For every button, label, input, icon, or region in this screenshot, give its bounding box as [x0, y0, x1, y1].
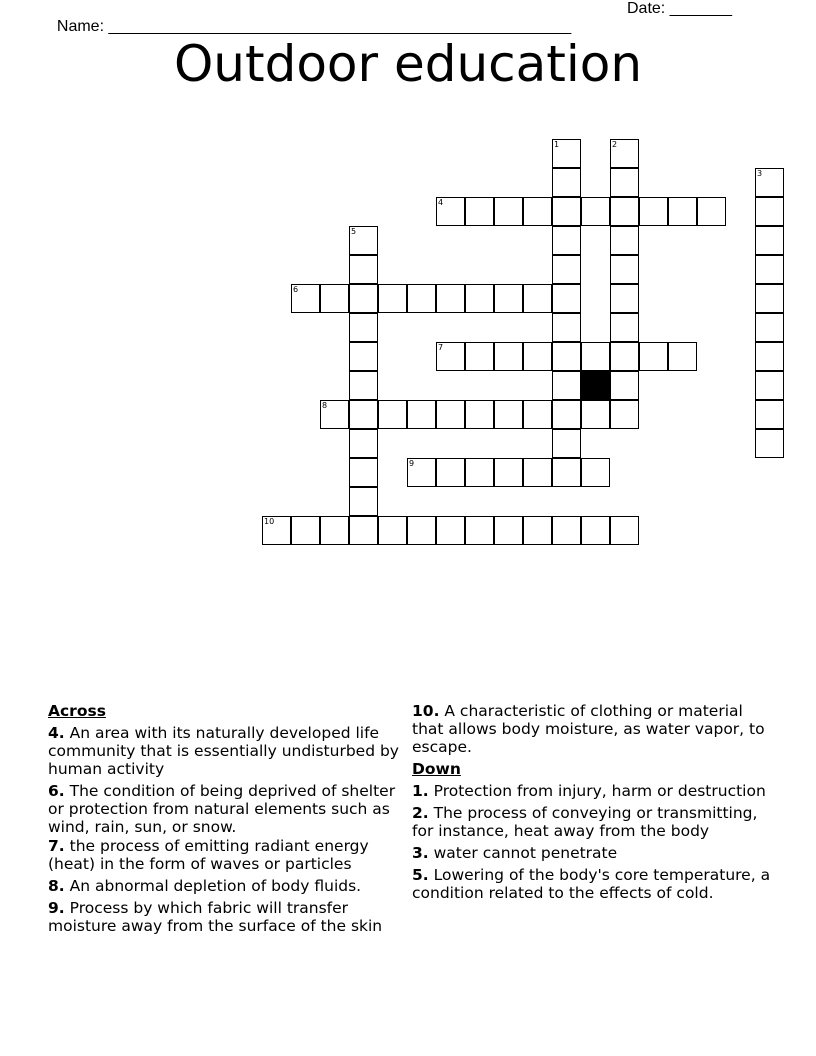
grid-cell[interactable]: [320, 516, 349, 545]
grid-cell[interactable]: [552, 226, 581, 255]
clue-number: 6.: [48, 782, 65, 800]
grid-cell[interactable]: [349, 313, 378, 342]
grid-cell[interactable]: [523, 516, 552, 545]
grid-cell[interactable]: [349, 458, 378, 487]
grid-cell[interactable]: [668, 197, 697, 226]
clue-number: 4.: [48, 724, 65, 742]
grid-cell[interactable]: [349, 255, 378, 284]
grid-cell[interactable]: [639, 342, 668, 371]
grid-cell[interactable]: [523, 458, 552, 487]
grid-cell[interactable]: [581, 342, 610, 371]
grid-cell[interactable]: [320, 284, 349, 313]
grid-cell[interactable]: [552, 255, 581, 284]
clue-number: 1.: [412, 782, 429, 800]
grid-cell[interactable]: [291, 516, 320, 545]
cell-number: 9: [409, 459, 415, 468]
grid-cell[interactable]: [755, 371, 784, 400]
grid-cell[interactable]: [436, 458, 465, 487]
clue-text: Lowering of the body's core temperature, a condition related to the effects of cold.: [412, 866, 771, 902]
grid-cell[interactable]: [349, 487, 378, 516]
grid-cell[interactable]: [610, 371, 639, 400]
grid-cell[interactable]: [581, 400, 610, 429]
grid-cell[interactable]: [552, 342, 581, 371]
grid-cell[interactable]: [465, 284, 494, 313]
clue-number: 8.: [48, 877, 65, 895]
clue-down: [412, 844, 772, 862]
grid-cell[interactable]: [494, 516, 523, 545]
grid-cell[interactable]: [407, 400, 436, 429]
grid-cell[interactable]: [755, 284, 784, 313]
grid-cell[interactable]: [610, 400, 639, 429]
clue-down: [412, 866, 772, 902]
grid-cell[interactable]: [755, 429, 784, 458]
grid-cell[interactable]: [610, 226, 639, 255]
grid-cell[interactable]: [465, 342, 494, 371]
grid-cell[interactable]: [523, 400, 552, 429]
grid-cell[interactable]: [349, 516, 378, 545]
cell-number: 10: [264, 517, 275, 526]
date-field[interactable]: Date: _______: [627, 0, 732, 17]
grid-cell[interactable]: [349, 400, 378, 429]
grid-cell[interactable]: [523, 342, 552, 371]
grid-cell[interactable]: [436, 516, 465, 545]
grid-cell[interactable]: [262, 516, 291, 545]
grid-cell[interactable]: [349, 342, 378, 371]
grid-cell[interactable]: [610, 255, 639, 284]
grid-cell[interactable]: [407, 284, 436, 313]
clue-number: 9.: [48, 899, 65, 917]
clue-text: An area with its naturally developed life community that is essentially undisturbed by human activity: [48, 724, 399, 778]
grid-cell[interactable]: [552, 313, 581, 342]
grid-cell[interactable]: [755, 226, 784, 255]
grid-cell[interactable]: [581, 197, 610, 226]
grid-cell[interactable]: [610, 168, 639, 197]
grid-cell[interactable]: [581, 458, 610, 487]
clue-down: [412, 804, 772, 840]
grid-cell[interactable]: [349, 371, 378, 400]
grid-cell[interactable]: [436, 342, 465, 371]
cell-number: 3: [757, 169, 763, 178]
cell-number: 7: [438, 343, 444, 352]
clue-text: The process of conveying or transmitting, for instance, heat away from the body: [412, 804, 758, 840]
grid-cell[interactable]: [755, 168, 784, 197]
grid-cell[interactable]: [436, 284, 465, 313]
clue-number: 5.: [412, 866, 429, 884]
grid-cell[interactable]: [755, 313, 784, 342]
grid-cell[interactable]: [465, 197, 494, 226]
grid-cell[interactable]: [610, 139, 639, 168]
name-field[interactable]: Name: ____________________________________________________: [56, 18, 572, 35]
grid-cell[interactable]: [552, 429, 581, 458]
grid-cell[interactable]: [349, 429, 378, 458]
clue-number: 3.: [412, 844, 429, 862]
grid-cell[interactable]: [552, 139, 581, 168]
grid-cell[interactable]: [668, 342, 697, 371]
clue-text: An abnormal depletion of body fluids.: [69, 877, 362, 895]
grid-cell[interactable]: [320, 400, 349, 429]
grid-cell[interactable]: [610, 313, 639, 342]
cell-number: 2: [612, 140, 618, 149]
grid-cell[interactable]: [407, 516, 436, 545]
across-heading: Across: [48, 702, 106, 720]
grid-cell[interactable]: [349, 226, 378, 255]
grid-cell[interactable]: [494, 197, 523, 226]
grid-cell[interactable]: [378, 516, 407, 545]
clue-text: Protection from injury, harm or destruction: [433, 782, 766, 800]
grid-cell[interactable]: [552, 516, 581, 545]
clue-number: 2.: [412, 804, 429, 822]
grid-cell[interactable]: [552, 168, 581, 197]
grid-block: [581, 371, 610, 400]
grid-cell[interactable]: [407, 458, 436, 487]
clue-across: [412, 702, 772, 756]
grid-cell[interactable]: [465, 400, 494, 429]
clue-down: [412, 782, 772, 800]
clue-across: [48, 899, 406, 935]
clue-text: the process of emitting radiant energy (heat) in the form of waves or particles: [48, 837, 369, 873]
cell-number: 6: [293, 285, 299, 294]
grid-cell[interactable]: [494, 342, 523, 371]
clue-number: 7.: [48, 837, 65, 855]
clue-across: [48, 724, 406, 778]
grid-cell[interactable]: [494, 458, 523, 487]
grid-cell[interactable]: [552, 458, 581, 487]
clue-across: [48, 877, 406, 895]
grid-cell[interactable]: [494, 284, 523, 313]
grid-cell[interactable]: [610, 284, 639, 313]
grid-cell[interactable]: [465, 458, 494, 487]
cell-number: 5: [351, 227, 357, 236]
cell-number: 4: [438, 198, 444, 207]
clue-number: 10.: [412, 702, 440, 720]
grid-cell[interactable]: [291, 284, 320, 313]
grid-cell[interactable]: [523, 197, 552, 226]
grid-cell[interactable]: [349, 284, 378, 313]
grid-cell[interactable]: [552, 197, 581, 226]
grid-cell[interactable]: [755, 400, 784, 429]
grid-cell[interactable]: [755, 342, 784, 371]
grid-cell[interactable]: [552, 284, 581, 313]
grid-cell[interactable]: [610, 342, 639, 371]
cell-number: 8: [322, 401, 328, 410]
grid-cell[interactable]: [436, 197, 465, 226]
grid-cell[interactable]: [697, 197, 726, 226]
cell-number: 1: [554, 140, 560, 149]
grid-cell[interactable]: [581, 516, 610, 545]
grid-cell[interactable]: [552, 371, 581, 400]
clue-text: water cannot penetrate: [433, 844, 618, 862]
clues-right-column: [412, 702, 772, 906]
clue-text: The condition of being deprived of shelter or protection from natural elements such as wind, rain, sun, or snow.: [48, 782, 396, 836]
grid-cell[interactable]: [755, 255, 784, 284]
grid-cell[interactable]: [523, 284, 552, 313]
clue-across: [48, 782, 406, 836]
clue-text: A characteristic of clothing or material that allows body moisture, as water vapor, to escape.: [412, 702, 765, 756]
grid-cell[interactable]: [755, 197, 784, 226]
clues-left-column: [48, 702, 406, 939]
grid-cell[interactable]: [378, 400, 407, 429]
grid-cell[interactable]: [378, 284, 407, 313]
clue-text: Process by which fabric will transfer moisture away from the surface of the skin: [48, 899, 383, 935]
grid-cell[interactable]: [552, 400, 581, 429]
grid-cell[interactable]: [465, 516, 494, 545]
grid-cell[interactable]: [639, 197, 668, 226]
grid-cell[interactable]: [494, 400, 523, 429]
clue-across: [48, 837, 406, 873]
grid-cell[interactable]: [436, 400, 465, 429]
page-title: Outdoor education: [173, 35, 643, 93]
grid-cell[interactable]: [610, 197, 639, 226]
down-heading: Down: [412, 760, 461, 778]
grid-cell[interactable]: [610, 516, 639, 545]
